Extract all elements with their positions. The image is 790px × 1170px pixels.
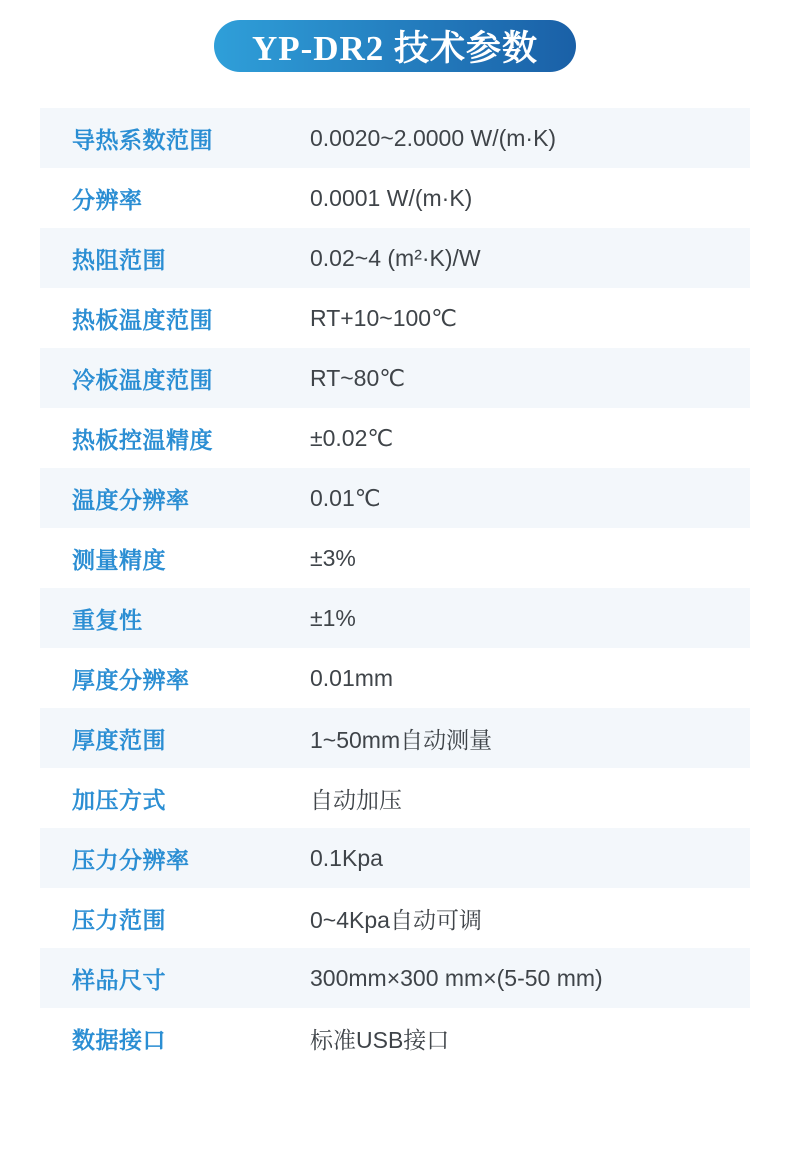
- table-row: [40, 828, 750, 888]
- spec-value: 自动加压: [310, 786, 402, 813]
- table-row: [40, 588, 750, 648]
- spec-label: 厚度分辨率: [72, 666, 190, 693]
- spec-label: 冷板温度范围: [72, 366, 213, 393]
- spec-label: 温度分辨率: [72, 486, 190, 513]
- spec-value: 0.01℃: [310, 484, 381, 511]
- spec-value: 0.0020~2.0000 W/(m·K): [310, 124, 557, 151]
- table-row: [40, 708, 750, 768]
- spec-label: 热板温度范围: [72, 306, 213, 333]
- spec-value: ±3%: [310, 544, 356, 571]
- spec-value: RT+10~100℃: [310, 304, 457, 331]
- table-row: [40, 888, 750, 948]
- table-row: [40, 1008, 750, 1068]
- spec-value: 300mm×300 mm×(5-50 mm): [310, 964, 603, 991]
- table-row: [40, 168, 750, 228]
- table-row: [40, 948, 750, 1008]
- spec-label: 加压方式: [72, 786, 166, 813]
- spec-label: 压力范围: [72, 906, 166, 933]
- spec-label: 压力分辨率: [72, 846, 190, 873]
- spec-value: ±0.02℃: [310, 424, 394, 451]
- table-row: [40, 228, 750, 288]
- spec-label: 热阻范围: [72, 246, 166, 273]
- spec-label: 热板控温精度: [72, 426, 213, 453]
- spec-label: 厚度范围: [72, 726, 166, 753]
- spec-value: 0.01mm: [310, 664, 394, 691]
- spec-label: 样品尺寸: [72, 966, 166, 993]
- table-row: [40, 288, 750, 348]
- spec-label: 重复性: [72, 606, 143, 633]
- spec-label: 测量精度: [72, 546, 166, 573]
- spec-label: 导热系数范围: [72, 126, 213, 153]
- spec-label: 数据接口: [72, 1026, 166, 1053]
- spec-value: 0.02~4 (m²·K)/W: [310, 244, 481, 271]
- title-banner: [214, 20, 576, 72]
- spec-value: 0.1Kpa: [310, 844, 383, 871]
- spec-value: 0~4Kpa自动可调: [310, 906, 482, 933]
- spec-label: 分辨率: [72, 186, 143, 213]
- table-row: [40, 468, 750, 528]
- table-row: [40, 348, 750, 408]
- page-title: YP-DR2 技术参数: [251, 29, 539, 68]
- spec-value: RT~80℃: [310, 364, 406, 391]
- table-row: [40, 648, 750, 708]
- table-row: [40, 528, 750, 588]
- table-row: [40, 408, 750, 468]
- spec-value: ±1%: [310, 604, 356, 631]
- spec-table: [40, 108, 750, 1068]
- spec-value: 0.0001 W/(m·K): [310, 184, 473, 211]
- spec-value: 1~50mm自动测量: [310, 726, 493, 753]
- table-row: [40, 768, 750, 828]
- spec-value: 标准USB接口: [310, 1026, 450, 1053]
- table-row: [40, 108, 750, 168]
